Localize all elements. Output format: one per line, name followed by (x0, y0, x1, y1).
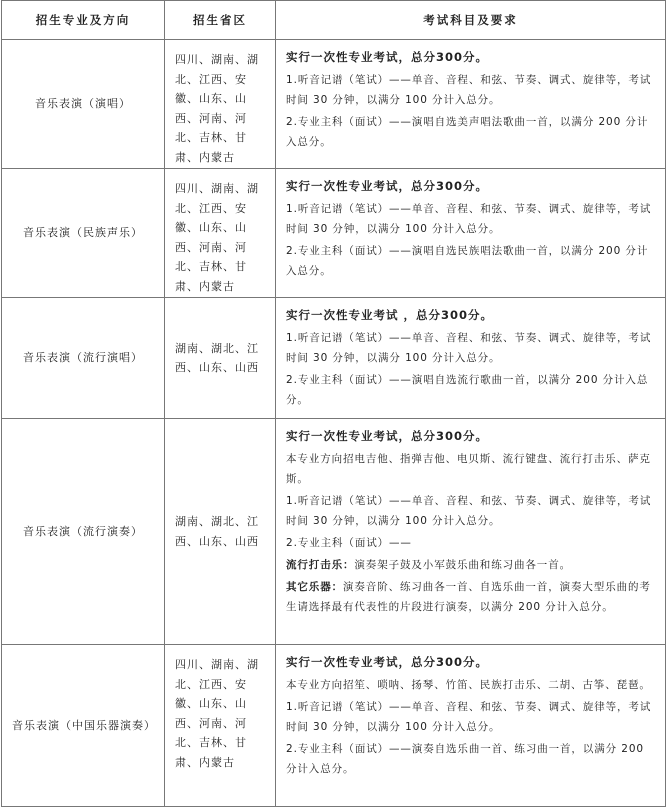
table-row (2, 298, 666, 419)
table-row (2, 169, 666, 298)
region-cell: 湖南、湖北、江西、山东、山西 (165, 298, 276, 419)
header-major: 招生专业及方向 (2, 1, 165, 40)
header-requirements: 考试科目及要求 (276, 1, 666, 40)
exam-item: 2.专业主科（面试）——演唱自选民族唱法歌曲一首，以满分 200 分计入总分。 (286, 245, 649, 277)
major-cell: 音乐表演（演唱） (2, 40, 165, 169)
region-cell: 四川、湖南、湖北、江西、安徽、山东、山西、河南、河北、吉林、甘肃、内蒙古 (165, 645, 276, 807)
header-region: 招生省区 (165, 1, 276, 40)
region-cell: 四川、湖南、湖北、江西、安徽、山东、山西、河南、河北、吉林、甘肃、内蒙古 (165, 40, 276, 169)
admissions-table (1, 0, 666, 807)
exam-item: 1.听音记谱（笔试）——单音、音程、和弦、节奏、调式、旋律等，考试时间 30 分钟，以满分 100 分计入总分。 (286, 332, 652, 364)
exam-heading: 实行一次性专业考试，总分300分。 (286, 50, 489, 64)
percussion-text: 演奏架子鼓及小军鼓乐曲和练习曲各一首。 (354, 559, 572, 571)
header-row (2, 1, 666, 40)
exam-item: 1.听音记谱（笔试）——单音、音程、和弦、节奏、调式、旋律等，考试时间 30 分钟，以满分 100 分计入总分。 (286, 495, 652, 527)
percussion-label: 流行打击乐： (286, 559, 355, 571)
table-row (2, 645, 666, 807)
exam-item: 1.听音记谱（笔试）——单音、音程、和弦、节奏、调式、旋律等，考试时间 30 分钟，以满分 100 分计入总分。 (286, 74, 652, 106)
major-cell: 音乐表演（中国乐器演奏） (2, 645, 165, 807)
table-row (2, 40, 666, 169)
exam-item: 1.听音记谱（笔试）——单音、音程、和弦、节奏、调式、旋律等，考试时间 30 分钟，以满分 100 分计入总分。 (286, 203, 652, 235)
major-cell: 音乐表演（流行演奏） (2, 419, 165, 645)
exam-heading: 实行一次性专业考试，总分300分。 (286, 655, 489, 669)
exam-item: 2.专业主科（面试）——演唱自选美声唱法歌曲一首，以满分 200 分计入总分。 (286, 116, 649, 148)
exam-item: 2.专业主科（面试）——演唱自选流行歌曲一首，以满分 200 分计入总分。 (286, 374, 649, 406)
exam-item: 1.听音记谱（笔试）——单音、音程、和弦、节奏、调式、旋律等，考试时间 30 分钟，以满分 100 分计入总分。 (286, 701, 652, 733)
region-cell: 湖南、湖北、江西、山东、山西 (165, 419, 276, 645)
requirements-cell (276, 419, 666, 645)
exam-heading: 实行一次性专业考试，总分300分。 (286, 179, 489, 193)
exam-heading: 实行一次性专业考试 ，总分300分。 (286, 308, 494, 322)
exam-intro: 本专业方向招电吉他、指弹吉他、电贝斯、流行键盘、流行打击乐、萨克斯。 (286, 453, 651, 485)
major-cell: 音乐表演（民族声乐） (2, 169, 165, 298)
requirements-cell (276, 169, 666, 298)
exam-heading: 实行一次性专业考试，总分300分。 (286, 429, 489, 443)
region-cell: 四川、湖南、湖北、江西、安徽、山东、山西、河南、河北、吉林、甘肃、内蒙古 (165, 169, 276, 298)
percussion-line (286, 555, 659, 575)
requirements-cell (276, 40, 666, 169)
exam-item: 2.专业主科（面试）—— (286, 537, 412, 549)
other-instruments-label: 其它乐器： (286, 581, 343, 593)
other-instruments-text: 演奏音阶、练习曲各一首、自选乐曲一首，演奏大型乐曲的考生请选择最有代表性的片段进行演奏，以满分 200 分计入总分。 (286, 581, 651, 613)
other-instruments-line (286, 577, 659, 617)
exam-item: 2.专业主科（面试）——演奏自选乐曲一首、练习曲一首，以满分 200 分计入总分。 (286, 743, 644, 775)
table-row (2, 419, 666, 645)
requirements-cell (276, 645, 666, 807)
exam-intro: 本专业方向招笙、唢呐、扬琴、竹笛、民族打击乐、二胡、古筝、琵琶。 (286, 679, 651, 691)
requirements-cell (276, 298, 666, 419)
major-cell: 音乐表演（流行演唱） (2, 298, 165, 419)
